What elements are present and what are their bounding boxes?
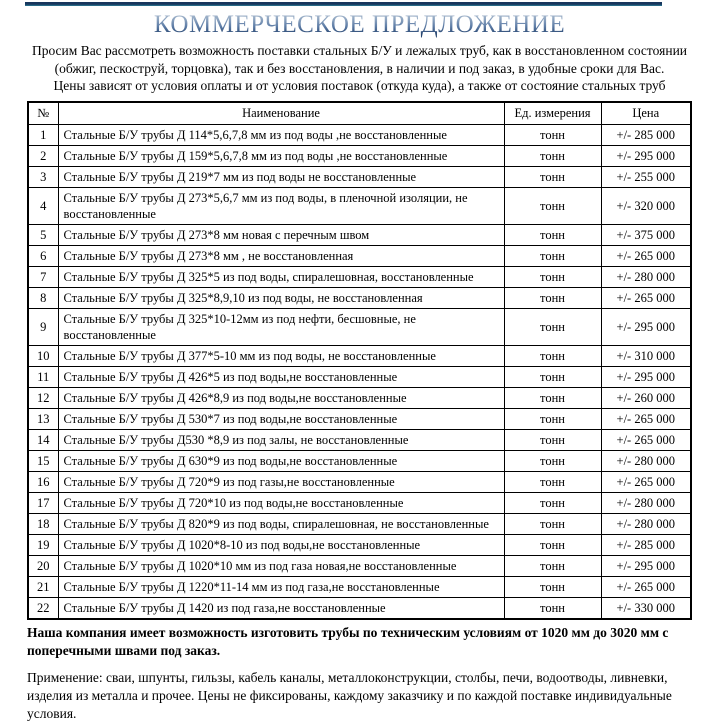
unit-cell: тонн — [504, 555, 601, 576]
decorative-top-rule — [25, 2, 662, 6]
table-row — [28, 345, 691, 366]
item-name-cell: Стальные Б/У трубы Д 426*5 из под воды,не восстановленные — [58, 366, 504, 387]
table-row — [28, 166, 691, 187]
price-cell: +/- 265 000 — [601, 576, 691, 597]
price-cell: +/- 285 000 — [601, 534, 691, 555]
item-name-cell: Стальные Б/У трубы Д 820*9 из под воды, спиралешовная, не восстановленные — [58, 513, 504, 534]
price-cell: +/- 310 000 — [601, 345, 691, 366]
item-name-cell: Стальные Б/У трубы Д 273*8 мм , не восстановленная — [58, 245, 504, 266]
table-row — [28, 471, 691, 492]
unit-cell: тонн — [504, 513, 601, 534]
row-number-cell: 17 — [28, 492, 58, 513]
unit-cell: тонн — [504, 429, 601, 450]
table-row — [28, 308, 691, 345]
item-name-cell: Стальные Б/У трубы Д 1020*10 мм из под газа новая,не восстановленные — [58, 555, 504, 576]
manufacturing-note: Наша компания имеет возможность изготовить трубы по техническим условиям от 1020 мм до 3020 мм с поперечными швами под заказ. — [27, 624, 669, 658]
page-title: КОММЕРЧЕСКОЕ ПРЕДЛОЖЕНИЕ — [27, 10, 692, 40]
row-number-cell: 7 — [28, 266, 58, 287]
item-name-cell: Стальные Б/У трубы Д 219*7 мм из под воды не восстановленные — [58, 166, 504, 187]
price-cell: +/- 280 000 — [601, 513, 691, 534]
table-row — [28, 366, 691, 387]
price-cell: +/- 265 000 — [601, 471, 691, 492]
item-name-cell: Стальные Б/У трубы Д 325*8,9,10 из под воды, не восстановленная — [58, 287, 504, 308]
item-name-cell: Стальные Б/У трубы Д 720*10 из под воды,не восстановленные — [58, 492, 504, 513]
row-number-cell: 8 — [28, 287, 58, 308]
item-name-cell: Стальные Б/У трубы Д 426*8,9 из под воды,не восстановленные — [58, 387, 504, 408]
table-row — [28, 576, 691, 597]
row-number-cell: 20 — [28, 555, 58, 576]
table-row — [28, 492, 691, 513]
intro-paragraph — [27, 42, 692, 95]
intro-line: Просим Вас рассмотреть возможность поставки стальных Б/У и лежалых труб, как в восстановленном состоянии — [31, 43, 688, 58]
unit-cell: тонн — [504, 145, 601, 166]
intro-line: (обжиг, пескоструй, торцовка), так и без восстановления, в наличии и под заказ, в удобные сроки для Вас. — [54, 60, 665, 76]
unit-cell: тонн — [504, 287, 601, 308]
unit-cell: тонн — [504, 492, 601, 513]
table-row — [28, 513, 691, 534]
table-row — [28, 534, 691, 555]
row-number-cell: 16 — [28, 471, 58, 492]
table-row — [28, 429, 691, 450]
item-name-cell: Стальные Б/У трубы Д 273*8 мм новая с перечным швом — [58, 224, 504, 245]
row-number-cell: 9 — [28, 308, 58, 345]
table-row — [28, 408, 691, 429]
application-note: Применение: сваи, шпунты, гильзы, кабель каналы, металлоконструкции, столбы, печи, водоотводы, ливневки, изделия из металла и прочее. Цены не фиксированы, каждому заказчику и по каждой поставке индивидуальные условия. — [27, 669, 672, 721]
intro-line: Цены зависят от условия оплаты и от условия поставок (откуда куда), а также от состояние стальных труб — [53, 78, 666, 94]
unit-cell: тонн — [504, 597, 601, 619]
row-number-cell: 10 — [28, 345, 58, 366]
unit-cell: тонн — [504, 471, 601, 492]
table-row — [28, 245, 691, 266]
item-name-cell: Стальные Б/У трубы Д 1420 из под газа,не восстановленные — [58, 597, 504, 619]
price-cell: +/- 295 000 — [601, 308, 691, 345]
item-name-cell: Стальные Б/У трубы Д530 *8,9 из под залы, не восстановленные — [58, 429, 504, 450]
table-row — [28, 224, 691, 245]
unit-cell: тонн — [504, 387, 601, 408]
price-cell: +/- 265 000 — [601, 429, 691, 450]
unit-cell: тонн — [504, 534, 601, 555]
unit-cell: тонн — [504, 245, 601, 266]
row-number-cell: 6 — [28, 245, 58, 266]
price-cell: +/- 265 000 — [601, 287, 691, 308]
unit-cell: тонн — [504, 408, 601, 429]
item-name-cell: Стальные Б/У трубы Д 377*5-10 мм из под воды, не восстановленные — [58, 345, 504, 366]
price-cell: +/- 280 000 — [601, 450, 691, 471]
header-name: Наименование — [58, 102, 504, 125]
price-table — [27, 101, 692, 620]
price-cell: +/- 320 000 — [601, 187, 691, 224]
unit-cell: тонн — [504, 166, 601, 187]
row-number-cell: 19 — [28, 534, 58, 555]
item-name-cell: Стальные Б/У трубы Д 530*7 из под воды,не восстановленные — [58, 408, 504, 429]
table-row — [28, 387, 691, 408]
header-number: № — [28, 102, 58, 125]
unit-cell: тонн — [504, 308, 601, 345]
row-number-cell: 3 — [28, 166, 58, 187]
table-row — [28, 124, 691, 145]
price-cell: +/- 265 000 — [601, 245, 691, 266]
row-number-cell: 5 — [28, 224, 58, 245]
price-cell: +/- 255 000 — [601, 166, 691, 187]
table-row — [28, 187, 691, 224]
row-number-cell: 4 — [28, 187, 58, 224]
unit-cell: тонн — [504, 187, 601, 224]
unit-cell: тонн — [504, 576, 601, 597]
table-header-row — [28, 102, 691, 125]
table-row — [28, 555, 691, 576]
item-name-cell: Стальные Б/У трубы Д 159*5,6,7,8 мм из под воды ,не восстановленные — [58, 145, 504, 166]
price-cell: +/- 280 000 — [601, 266, 691, 287]
item-name-cell: Стальные Б/У трубы Д 325*5 из под воды, спиралешовная, восстановленные — [58, 266, 504, 287]
item-name-cell: Стальные Б/У трубы Д 630*9 из под воды,не восстановленные — [58, 450, 504, 471]
table-row — [28, 597, 691, 619]
row-number-cell: 14 — [28, 429, 58, 450]
item-name-cell: Стальные Б/У трубы Д 1220*11-14 мм из под газа,не восстановленные — [58, 576, 504, 597]
item-name-cell: Стальные Б/У трубы Д 114*5,6,7,8 мм из под воды ,не восстановленные — [58, 124, 504, 145]
row-number-cell: 22 — [28, 597, 58, 619]
price-cell: +/- 280 000 — [601, 492, 691, 513]
price-cell: +/- 260 000 — [601, 387, 691, 408]
unit-cell: тонн — [504, 366, 601, 387]
row-number-cell: 11 — [28, 366, 58, 387]
row-number-cell: 12 — [28, 387, 58, 408]
row-number-cell: 21 — [28, 576, 58, 597]
price-cell: +/- 330 000 — [601, 597, 691, 619]
item-name-cell: Стальные Б/У трубы Д 1020*8-10 из под воды,не восстановленные — [58, 534, 504, 555]
item-name-cell: Стальные Б/У трубы Д 720*9 из под газы,не восстановленные — [58, 471, 504, 492]
table-row — [28, 287, 691, 308]
price-cell: +/- 265 000 — [601, 408, 691, 429]
row-number-cell: 2 — [28, 145, 58, 166]
row-number-cell: 1 — [28, 124, 58, 145]
unit-cell: тонн — [504, 450, 601, 471]
header-price: Цена — [601, 102, 691, 125]
price-cell: +/- 375 000 — [601, 224, 691, 245]
table-row — [28, 450, 691, 471]
row-number-cell: 13 — [28, 408, 58, 429]
unit-cell: тонн — [504, 345, 601, 366]
item-name-cell: Стальные Б/У трубы Д 273*5,6,7 мм из под воды, в пленочной изоляции, не восстановленные — [58, 187, 504, 224]
table-row — [28, 266, 691, 287]
price-cell: +/- 295 000 — [601, 145, 691, 166]
item-name-cell: Стальные Б/У трубы Д 325*10-12мм из под нефти, бесшовные, не восстановленные — [58, 308, 504, 345]
unit-cell: тонн — [504, 224, 601, 245]
price-cell: +/- 285 000 — [601, 124, 691, 145]
unit-cell: тонн — [504, 124, 601, 145]
unit-cell: тонн — [504, 266, 601, 287]
row-number-cell: 18 — [28, 513, 58, 534]
price-cell: +/- 295 000 — [601, 555, 691, 576]
row-number-cell: 15 — [28, 450, 58, 471]
header-unit: Ед. измерения — [504, 102, 601, 125]
price-cell: +/- 295 000 — [601, 366, 691, 387]
table-row — [28, 145, 691, 166]
